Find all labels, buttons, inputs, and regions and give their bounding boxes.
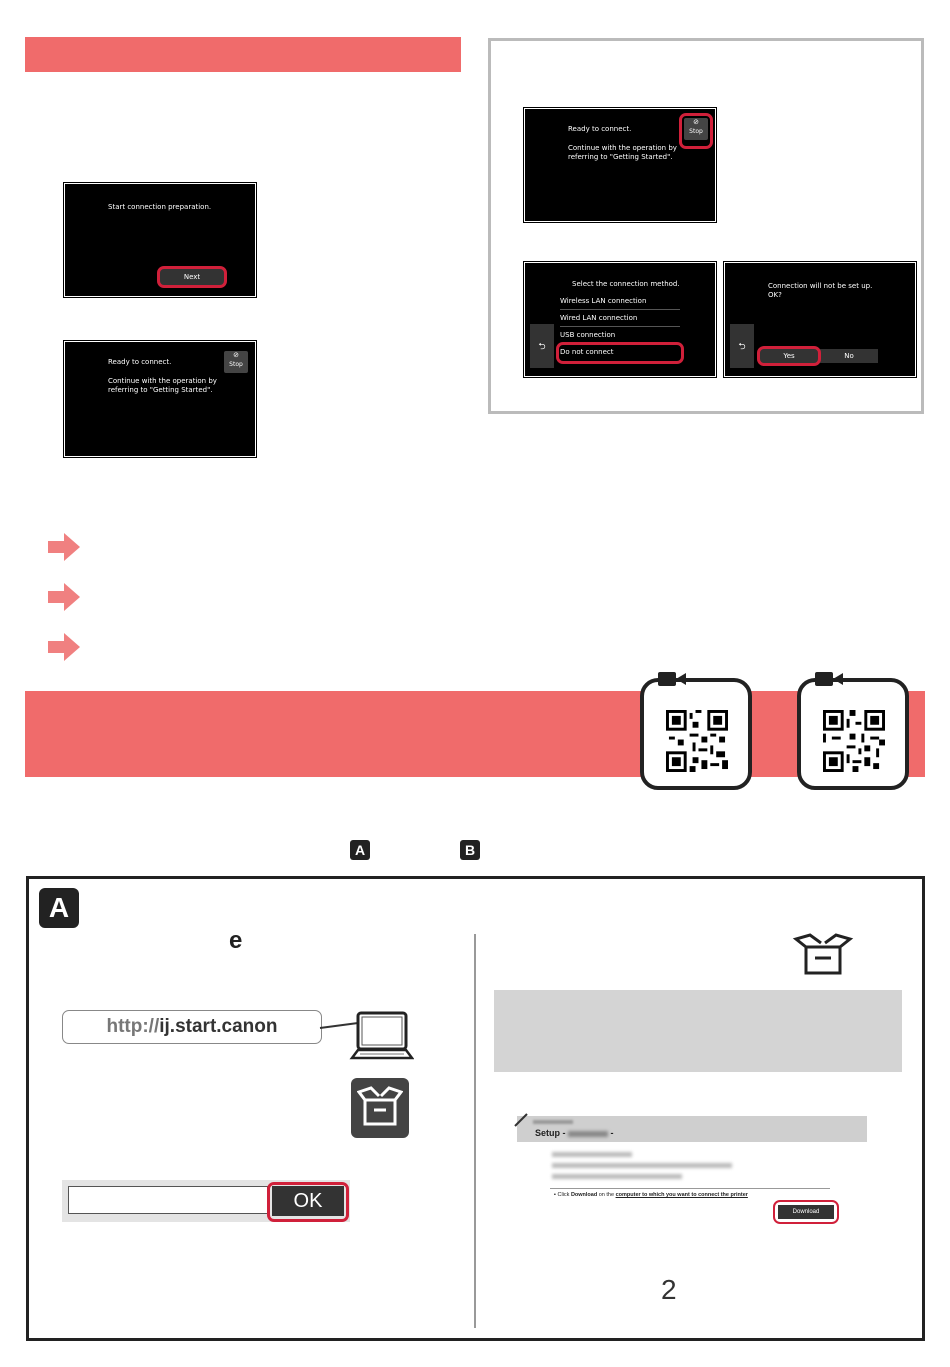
download-highlight bbox=[773, 1200, 839, 1224]
stop-highlight bbox=[679, 113, 713, 149]
setup-title-blurred bbox=[568, 1131, 608, 1137]
click-text: Click bbox=[557, 1192, 570, 1198]
do-not-connect-highlight bbox=[556, 342, 684, 364]
screen-line-1: Ready to connect. bbox=[108, 358, 172, 366]
setup-blurred-text bbox=[552, 1150, 742, 1184]
back-button[interactable] bbox=[530, 324, 554, 368]
setup-breadcrumb bbox=[533, 1120, 573, 1124]
printer-screen-ready-stop bbox=[526, 110, 714, 220]
yes-highlight bbox=[757, 346, 821, 366]
qr-code-icon bbox=[666, 710, 728, 772]
back-button[interactable] bbox=[730, 324, 754, 368]
printer-screen-start bbox=[66, 185, 254, 295]
video-camera-icon bbox=[658, 672, 686, 686]
screen-line-3: referring to "Getting Started". bbox=[568, 153, 673, 161]
printer-screen-connection-method bbox=[526, 264, 714, 375]
stop-label: Stop bbox=[229, 361, 243, 368]
download-word: Download bbox=[570, 1192, 598, 1198]
stop-icon: ⊘ bbox=[693, 118, 699, 126]
pen-icon bbox=[514, 1113, 528, 1127]
stop-icon: ⊘ bbox=[233, 351, 239, 359]
page-number: 2 bbox=[661, 1274, 677, 1305]
stop-button[interactable] bbox=[224, 351, 248, 373]
badge-b: B bbox=[460, 840, 480, 860]
ok-button[interactable]: OK bbox=[272, 1186, 344, 1216]
printer-screen-ready bbox=[66, 343, 254, 455]
open-box-icon bbox=[792, 933, 854, 977]
setup-app-icon bbox=[351, 1078, 409, 1138]
setup-title-dash: - bbox=[608, 1128, 614, 1138]
menu-item-wired[interactable]: Wired LAN connection bbox=[560, 310, 680, 327]
download-button[interactable]: Download bbox=[778, 1205, 834, 1219]
screen-line-2: OK? bbox=[768, 291, 782, 299]
note-box bbox=[494, 990, 902, 1072]
arrow-right-icon bbox=[48, 583, 80, 611]
no-button[interactable]: No bbox=[820, 349, 878, 363]
back-icon: ⮌ bbox=[538, 341, 546, 351]
screen-line-1: Connection will not be set up. bbox=[768, 282, 873, 290]
ok-highlight bbox=[267, 1182, 349, 1222]
screen-line-1: Ready to connect. bbox=[568, 125, 632, 133]
badge-a: A bbox=[350, 840, 370, 860]
url-display bbox=[62, 1010, 322, 1044]
url-domain: ij.start.canon bbox=[159, 1016, 278, 1037]
menu-item-wireless[interactable]: Wireless LAN connection bbox=[560, 293, 680, 310]
section-banner bbox=[25, 691, 925, 777]
computer-link[interactable]: computer to which you want to connect the printer bbox=[615, 1192, 748, 1198]
section-header-bar bbox=[25, 37, 461, 72]
stop-label: Stop bbox=[689, 128, 703, 135]
address-input[interactable] bbox=[68, 1186, 268, 1214]
screen-message: Start connection preparation. bbox=[108, 203, 212, 211]
setup-title-text: Setup - bbox=[535, 1128, 568, 1138]
panel-divider bbox=[474, 934, 476, 1328]
qr-code-card-1 bbox=[640, 678, 752, 790]
open-box-icon bbox=[357, 1086, 403, 1130]
laptop-icon bbox=[318, 1010, 414, 1062]
printer-screen-confirm bbox=[726, 264, 914, 375]
menu-item-do-not-connect[interactable]: Do not connect bbox=[560, 348, 614, 356]
arrow-right-icon bbox=[48, 633, 80, 661]
next-highlight bbox=[157, 266, 227, 288]
qr-code-icon bbox=[823, 710, 885, 772]
edge-browser-icon: e bbox=[229, 927, 243, 954]
screen-line-2: Continue with the operation by bbox=[108, 377, 217, 385]
arrow-right-icon bbox=[48, 533, 80, 561]
screen-line-2: Continue with the operation by bbox=[568, 144, 677, 152]
yes-button[interactable]: Yes bbox=[760, 349, 818, 363]
panel-a-badge: A bbox=[39, 888, 79, 928]
menu-item-usb[interactable]: USB connection bbox=[560, 327, 680, 344]
on-the-text: on the bbox=[598, 1192, 615, 1198]
url-prefix: http:// bbox=[106, 1016, 160, 1037]
screen-title: Select the connection method. bbox=[572, 280, 680, 288]
screen-line-3: referring to "Getting Started". bbox=[108, 386, 213, 394]
next-button[interactable]: Next bbox=[160, 269, 224, 285]
setup-title bbox=[535, 1128, 614, 1138]
back-icon: ⮌ bbox=[738, 341, 746, 351]
video-camera-icon bbox=[815, 672, 843, 686]
setup-page-header bbox=[517, 1116, 867, 1142]
bullet-icon: ▪ bbox=[554, 1192, 556, 1198]
qr-code-card-2 bbox=[797, 678, 909, 790]
